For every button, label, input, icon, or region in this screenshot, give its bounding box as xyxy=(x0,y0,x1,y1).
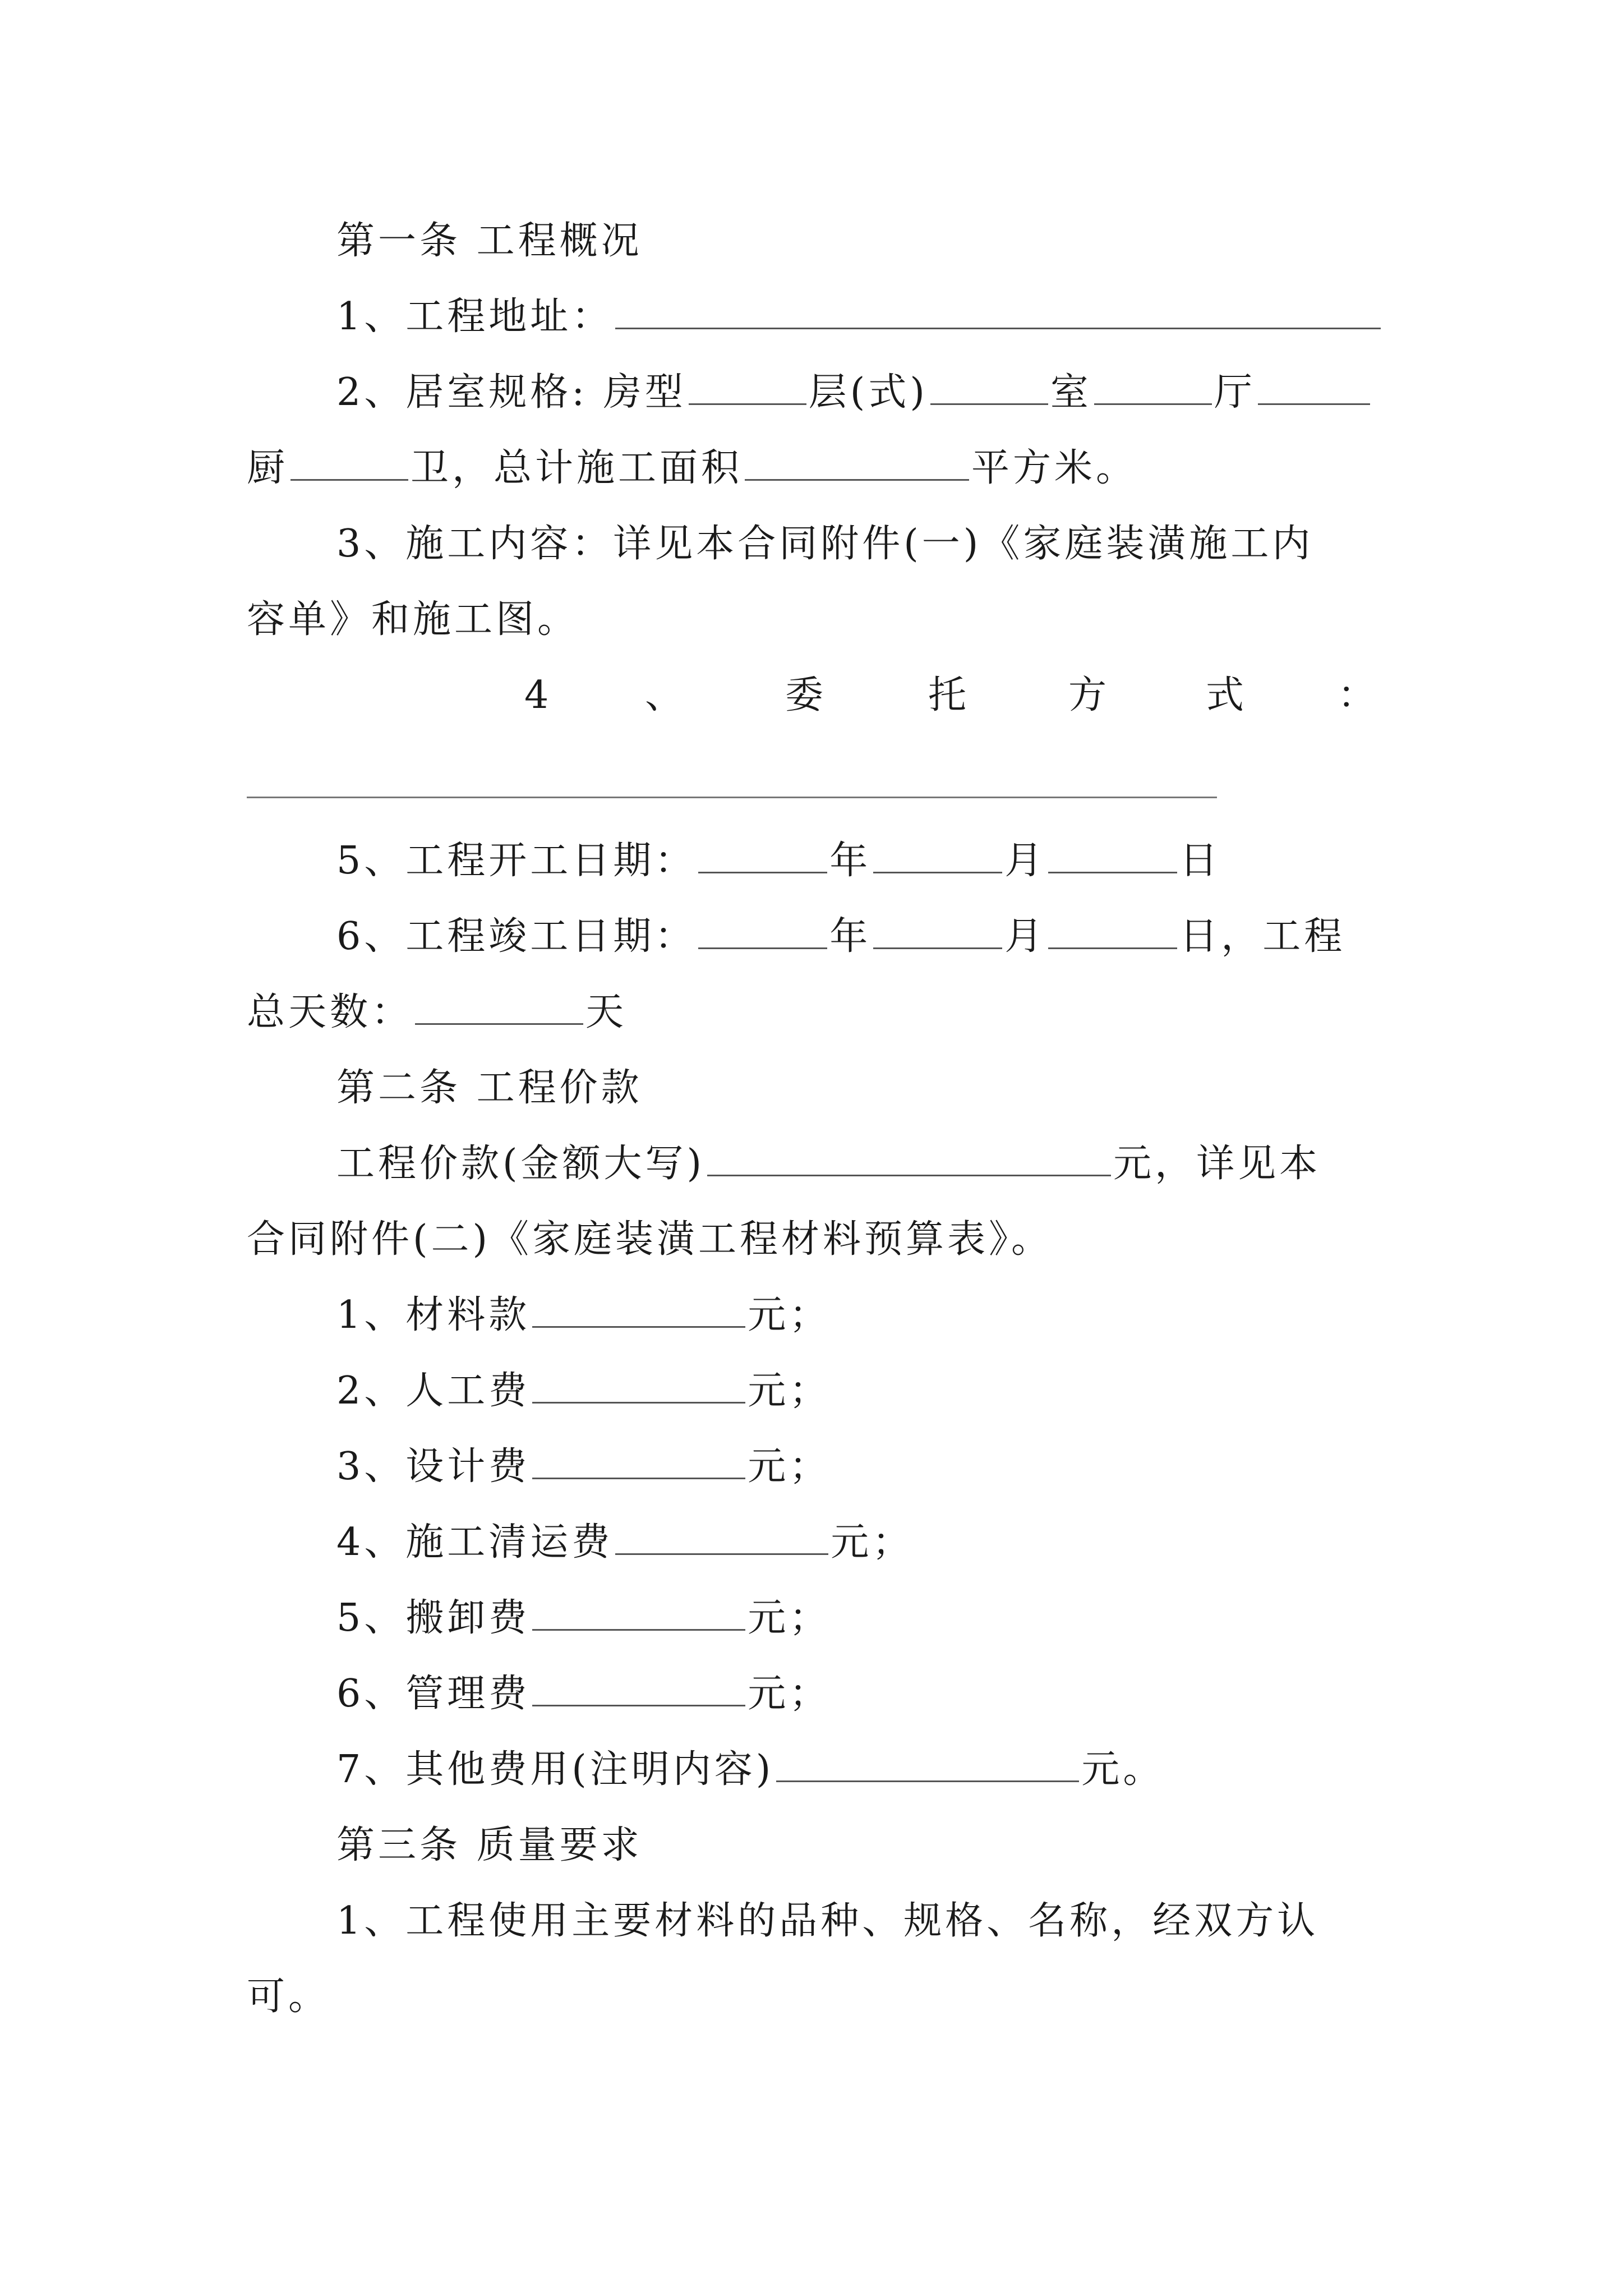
end-date-row xyxy=(336,906,1345,968)
area-blank[interactable] xyxy=(745,444,969,481)
start-day-blank[interactable] xyxy=(1048,837,1177,873)
fee-blank[interactable] xyxy=(615,1519,828,1555)
start-day: 日 xyxy=(1179,839,1221,883)
fee-blank[interactable] xyxy=(532,1443,745,1479)
address-blank[interactable] xyxy=(615,293,1381,329)
fee-unit: 元； xyxy=(831,1520,914,1565)
spec-ceng: 层(式) xyxy=(808,370,928,415)
fee-label: 3、设计费 xyxy=(336,1444,531,1489)
fee-blank[interactable] xyxy=(776,1746,1079,1782)
entrust-char-3: 方 xyxy=(1068,673,1107,717)
fee-blank[interactable] xyxy=(532,1291,745,1328)
start-year-blank[interactable] xyxy=(698,837,827,873)
fee-item-3 xyxy=(336,1436,831,1498)
total-days-label: 总天数： xyxy=(247,990,413,1034)
article1-heading: 第一条 工程概况 xyxy=(336,219,643,263)
entrust-sep: 、 xyxy=(645,673,684,717)
end-year: 年 xyxy=(829,914,872,959)
fee-label: 7、其他费用(注明内容) xyxy=(336,1747,774,1792)
total-days-unit: 天 xyxy=(585,990,628,1034)
kitchen-blank[interactable] xyxy=(291,444,408,481)
end-day-suffix: 日，工程 xyxy=(1179,914,1346,959)
fee-label: 5、搬卸费 xyxy=(336,1596,531,1640)
content-line-2: 容单》和施工图。 xyxy=(247,597,579,642)
article2-heading: 第二条 工程价款 xyxy=(336,1066,643,1110)
price-blank[interactable] xyxy=(707,1140,1111,1176)
fee-item-7 xyxy=(336,1739,1164,1801)
price-line-2: 合同附件(二)《家庭装潢工程材料预算表》。 xyxy=(247,1217,1053,1262)
content-line-1: 3、施工内容：详见本合同附件(一)《家庭装潢施工内 xyxy=(336,522,1314,566)
fee-unit: 元； xyxy=(748,1596,831,1640)
fee-unit: 元； xyxy=(748,1369,831,1413)
fee-unit: 元。 xyxy=(1081,1747,1165,1792)
spec-shi: 室 xyxy=(1050,370,1092,415)
end-month-blank[interactable] xyxy=(873,913,1002,949)
room-blank[interactable] xyxy=(1094,369,1212,405)
price-label: 工程价款(金额大写) xyxy=(336,1142,706,1186)
spec-ting: 厅 xyxy=(1214,370,1256,415)
fee-item-1 xyxy=(336,1285,831,1346)
fee-blank[interactable] xyxy=(532,1367,745,1404)
fee-blank[interactable] xyxy=(532,1594,745,1631)
fee-label: 6、管理费 xyxy=(336,1672,531,1716)
entrust-blank[interactable] xyxy=(247,797,1217,798)
entrust-colon: ： xyxy=(1338,673,1376,717)
start-month: 月 xyxy=(1004,839,1046,883)
entrust-num: 4 xyxy=(524,673,549,717)
end-year-blank[interactable] xyxy=(698,913,827,949)
fee-blank[interactable] xyxy=(532,1670,745,1706)
quality-line-1: 1、工程使用主要材料的品种、规格、名称，经双方认 xyxy=(336,1899,1319,1943)
spec-row xyxy=(336,362,1372,424)
price-suffix: 元，详见本 xyxy=(1113,1142,1321,1186)
fee-unit: 元； xyxy=(748,1672,831,1716)
address-label: 1、工程地址： xyxy=(336,295,614,339)
fee-item-2 xyxy=(336,1360,831,1422)
quality-line-2: 可。 xyxy=(247,1975,330,2019)
fee-label: 1、材料款 xyxy=(336,1293,531,1337)
room-type-blank[interactable] xyxy=(689,369,806,405)
fee-item-6 xyxy=(336,1663,831,1725)
start-year: 年 xyxy=(829,839,872,883)
price-row xyxy=(336,1133,1321,1195)
address-row xyxy=(336,286,1383,348)
end-month: 月 xyxy=(1004,914,1046,959)
spec-row-2 xyxy=(247,438,1137,499)
end-date-label: 6、工程竣工日期： xyxy=(336,914,697,959)
entrust-char-1: 委 xyxy=(785,673,824,717)
entrust-char-4: 式 xyxy=(1206,673,1244,717)
start-month-blank[interactable] xyxy=(873,837,1002,873)
fee-unit: 元； xyxy=(748,1293,831,1337)
start-date-row xyxy=(336,830,1221,892)
end-day-blank[interactable] xyxy=(1048,913,1177,949)
start-date-label: 5、工程开工日期： xyxy=(336,839,697,883)
fee-unit: 元； xyxy=(748,1444,831,1489)
hall-blank[interactable] xyxy=(1258,369,1370,405)
spec-wei-area: 卫，总计施工面积 xyxy=(411,446,743,490)
fee-item-5 xyxy=(336,1588,831,1649)
fee-item-4 xyxy=(336,1512,914,1573)
fee-label: 4、施工清运费 xyxy=(336,1520,614,1565)
fee-label: 2、人工费 xyxy=(336,1369,531,1413)
spec-sqm: 平方米。 xyxy=(971,446,1138,490)
article3-heading: 第三条 质量要求 xyxy=(336,1823,643,1867)
total-days-row xyxy=(247,982,627,1043)
spec-chu: 厨 xyxy=(247,446,289,490)
spec-label: 2、居室规格: 房型 xyxy=(336,370,686,415)
entrust-char-2: 托 xyxy=(928,673,967,717)
total-days-blank[interactable] xyxy=(415,988,583,1025)
floor-blank[interactable] xyxy=(930,369,1048,405)
